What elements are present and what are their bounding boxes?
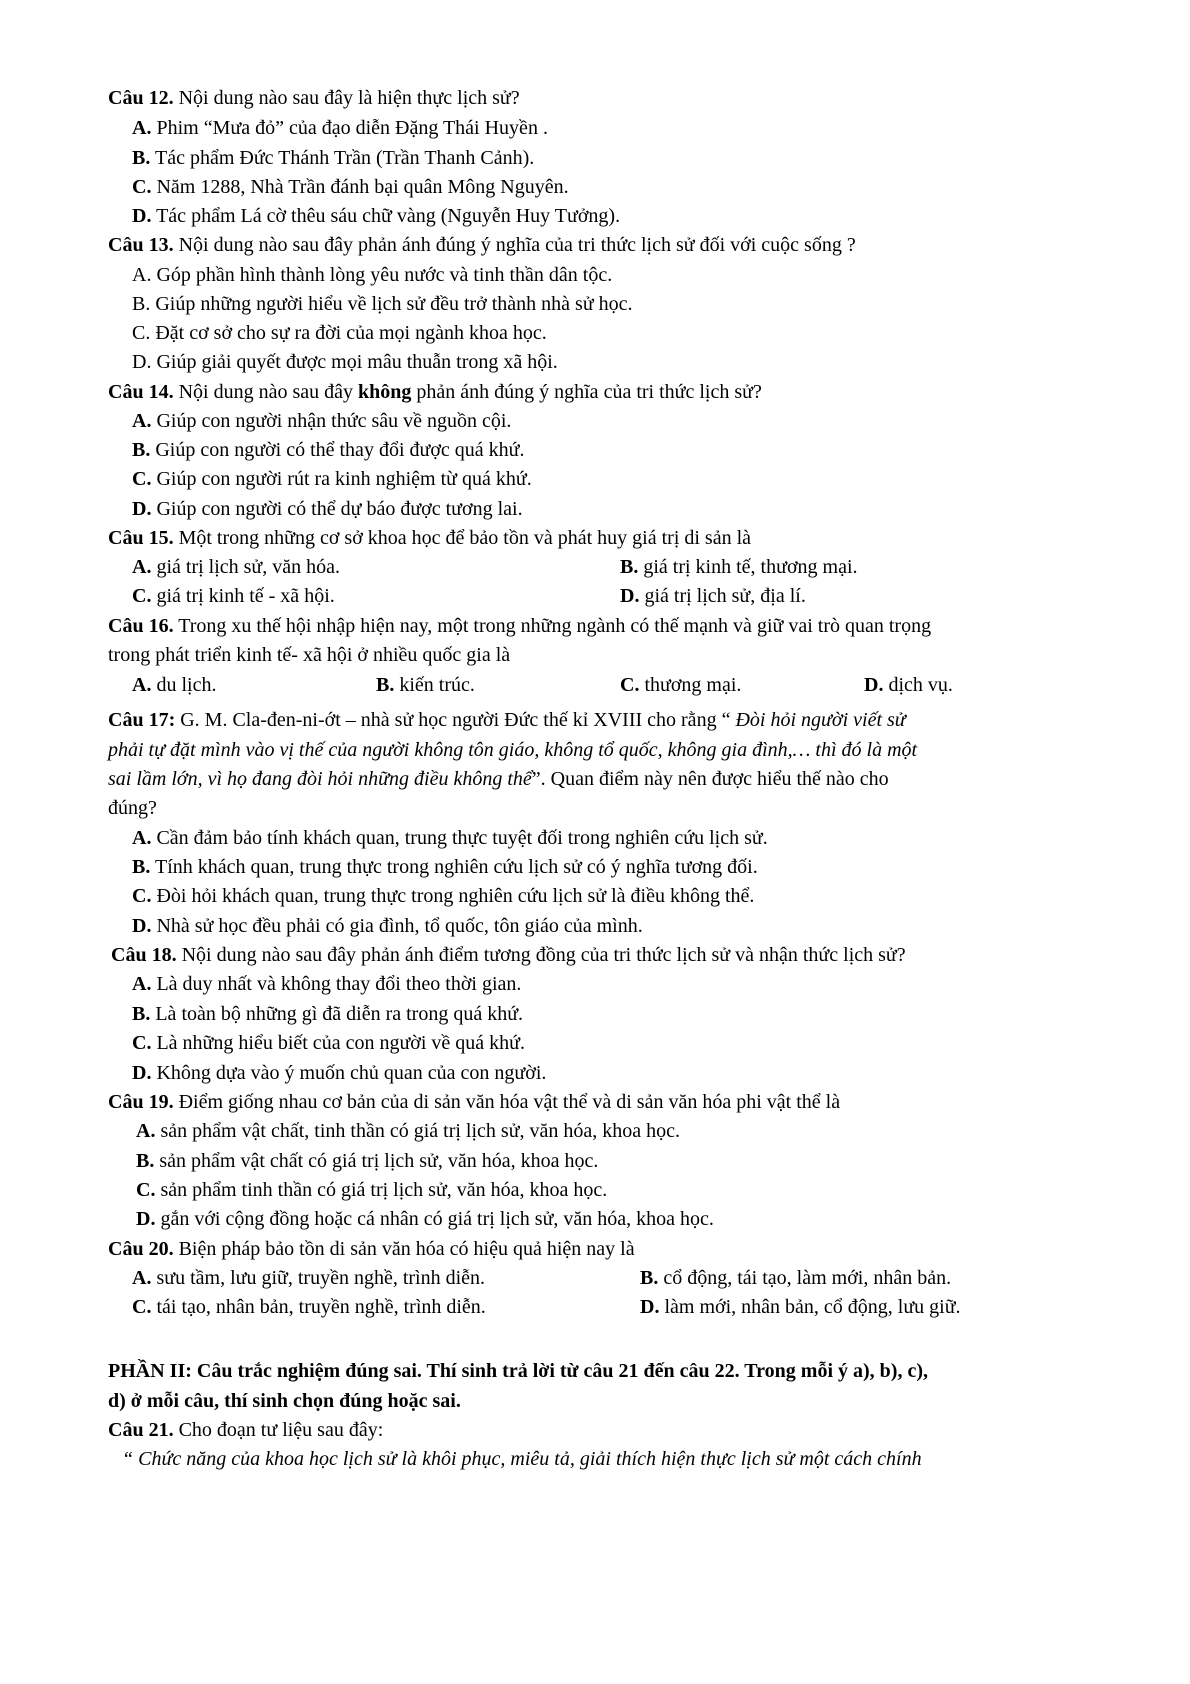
- q17-option-a: [132, 826, 768, 850]
- option-letter: A.: [132, 674, 152, 696]
- q14-option-b: [132, 438, 525, 462]
- question-16-cont: trong phát triển kinh tế- xã hội ở nhiều quốc gia là: [108, 644, 511, 666]
- question-text: Nội dung nào sau đây: [173, 381, 358, 403]
- q12-option-c: [132, 175, 569, 199]
- option-text: Nhà sử học đều phải có gia đình, tổ quốc, tôn giáo của mình.: [151, 915, 643, 937]
- q17-option-d: [132, 914, 643, 938]
- option-letter: B.: [132, 856, 151, 878]
- question-text: Nội dung nào sau đây phản ánh đúng ý nghĩa của tri thức lịch sử đối với cuộc sống ?: [173, 234, 856, 256]
- option-letter: B.: [132, 147, 151, 169]
- q16-option-b: [376, 673, 475, 697]
- quote-text: sai lầm lớn, vì họ đang đòi hỏi những điều không thể: [108, 768, 532, 790]
- question-12: [108, 86, 520, 110]
- q15-option-b: [620, 555, 858, 579]
- quote-text: Đòi hỏi người viết sử: [735, 709, 906, 731]
- question-21: [108, 1418, 383, 1442]
- q18-option-d: [132, 1061, 546, 1085]
- option-letter: B.: [132, 1003, 151, 1025]
- question-label: Câu 20.: [108, 1238, 174, 1260]
- question-17: [108, 708, 906, 732]
- option-text: giá trị lịch sử, địa lí.: [639, 585, 806, 607]
- option-letter: A.: [132, 117, 152, 139]
- option-letter: D.: [132, 205, 152, 227]
- question-text: Một trong những cơ sở khoa học để bảo tồn và phát huy giá trị di sản là: [173, 527, 752, 549]
- option-text: Không dựa vào ý muốn chủ quan của con người.: [151, 1062, 547, 1084]
- option-text: Là những hiểu biết của con người về quá khứ.: [151, 1032, 526, 1054]
- option-text: thương mại.: [639, 674, 742, 696]
- q14-option-d: [132, 497, 523, 521]
- question-13: [108, 233, 856, 257]
- option-letter: A.: [132, 410, 152, 432]
- option-letter: A.: [136, 1120, 156, 1142]
- q19-option-c: [136, 1178, 607, 1202]
- option-text: tái tạo, nhân bản, truyền nghề, trình diễn.: [151, 1296, 486, 1318]
- q18-option-a: [132, 972, 521, 996]
- question-label: Câu 17:: [108, 709, 176, 731]
- question-text: Cho đoạn tư liệu sau đây:: [173, 1419, 384, 1441]
- q14-option-c: [132, 467, 532, 491]
- option-letter: B.: [132, 439, 151, 461]
- q12-option-d: [132, 204, 620, 228]
- question-text: phản ánh đúng ý nghĩa của tri thức lịch sử?: [411, 381, 762, 403]
- option-letter: D.: [620, 585, 640, 607]
- option-letter: C.: [132, 585, 152, 607]
- option-text: giá trị kinh tế - xã hội.: [151, 585, 335, 607]
- option-letter: A.: [132, 827, 152, 849]
- question-label: Câu 21.: [108, 1419, 174, 1441]
- question-label: Câu 12.: [108, 87, 174, 109]
- option-letter: D.: [864, 674, 884, 696]
- question-text: Biện pháp bảo tồn di sản văn hóa có hiệu quả hiện nay là: [173, 1238, 635, 1260]
- q15-option-a: [132, 555, 340, 579]
- option-text: Giúp con người rút ra kinh nghiệm từ quá khứ.: [151, 468, 532, 490]
- option-text: Tác phẩm Đức Thánh Trần (Trần Thanh Cảnh).: [150, 147, 535, 169]
- option-text: giá trị kinh tế, thương mại.: [638, 556, 858, 578]
- q15-option-c: [132, 584, 335, 608]
- q18-option-c: [132, 1031, 525, 1055]
- q19-option-a: [136, 1119, 680, 1143]
- option-letter: B.: [136, 1150, 155, 1172]
- option-text: gắn với cộng đồng hoặc cá nhân có giá trị lịch sử, văn hóa, khoa học.: [155, 1208, 714, 1230]
- option-letter: D.: [132, 498, 152, 520]
- question-14: [108, 380, 762, 404]
- option-letter: C.: [132, 1032, 152, 1054]
- q12-option-b: [132, 146, 534, 170]
- option-text: sản phẩm tinh thần có giá trị lịch sử, văn hóa, khoa học.: [155, 1179, 608, 1201]
- option-text: Năm 1288, Nhà Trần đánh bại quân Mông Nguyên.: [151, 176, 569, 198]
- option-text: sản phẩm vật chất có giá trị lịch sử, văn hóa, khoa học.: [154, 1150, 599, 1172]
- option-text: làm mới, nhân bản, cổ động, lưu giữ.: [659, 1296, 961, 1318]
- option-text: sản phẩm vật chất, tinh thần có giá trị lịch sử, văn hóa, khoa học.: [155, 1120, 681, 1142]
- option-text: kiến trúc.: [394, 674, 475, 696]
- option-letter: B.: [640, 1267, 659, 1289]
- option-letter: B.: [620, 556, 639, 578]
- question-16: [108, 614, 931, 638]
- q20-option-b: [640, 1266, 951, 1290]
- option-text: Phim “Mưa đỏ” của đạo diễn Đặng Thái Huyền .: [151, 117, 548, 139]
- option-letter: D.: [640, 1296, 660, 1318]
- option-letter: C.: [132, 176, 152, 198]
- question-19: [108, 1090, 840, 1114]
- question-17-quote: phải tự đặt mình vào vị thế của người không tôn giáo, không tổ quốc, không gia đình,… thì đó là một: [108, 739, 918, 761]
- question-text: Điểm giống nhau cơ bản của di sản văn hóa vật thể và di sản văn hóa phi vật thể là: [173, 1091, 841, 1113]
- option-text: Đòi hỏi khách quan, trung thực trong nghiên cứu lịch sử là điều không thể.: [151, 885, 755, 907]
- q18-option-b: [132, 1002, 523, 1026]
- option-letter: D.: [132, 915, 152, 937]
- q20-option-a: [132, 1266, 485, 1290]
- question-17-cont: [108, 767, 889, 791]
- question-18: [111, 943, 906, 967]
- option-text: dịch vụ.: [883, 674, 953, 696]
- q17-option-c: [132, 884, 754, 908]
- q15-option-d: [620, 584, 806, 608]
- option-text: Là duy nhất và không thay đổi theo thời gian.: [151, 973, 522, 995]
- q21-source-quote: “ Chức năng của khoa học lịch sử là khôi phục, miêu tả, giải thích hiện thực lịch sử một cách chính: [122, 1448, 922, 1470]
- option-letter: A.: [132, 556, 152, 578]
- q20-option-c: [132, 1295, 486, 1319]
- option-text: Giúp con người có thể thay đổi được quá khứ.: [150, 439, 525, 461]
- q13-option-d: D. Giúp giải quyết được mọi mâu thuẫn trong xã hội.: [132, 351, 558, 373]
- option-letter: D.: [136, 1208, 156, 1230]
- q13-option-a: A. Góp phần hình thành lòng yêu nước và tinh thần dân tộc.: [132, 264, 613, 286]
- option-text: sưu tầm, lưu giữ, truyền nghề, trình diễn.: [151, 1267, 486, 1289]
- option-letter: D.: [132, 1062, 152, 1084]
- q16-option-d: [864, 673, 953, 697]
- question-20: [108, 1237, 635, 1261]
- question-label: Câu 18.: [111, 944, 177, 966]
- question-17-end: đúng?: [108, 797, 157, 819]
- question-emphasis: không: [358, 381, 412, 403]
- question-text: Trong xu thế hội nhập hiện nay, một trong những ngành có thế mạnh và giữ vai trò quan trọng: [173, 615, 932, 637]
- option-text: Tính khách quan, trung thực trong nghiên cứu lịch sử có ý nghĩa tương đối.: [150, 856, 758, 878]
- option-text: Tác phẩm Lá cờ thêu sáu chữ vàng (Nguyễn Huy Tưởng).: [151, 205, 621, 227]
- q19-option-d: [136, 1207, 714, 1231]
- question-text: ”. Quan điểm này nên được hiểu thế nào cho: [531, 768, 889, 790]
- question-15: [108, 526, 751, 550]
- option-letter: C.: [132, 885, 152, 907]
- q14-option-a: [132, 409, 511, 433]
- part-2-heading: PHẦN II: Câu trắc nghiệm đúng sai. Thí sinh trả lời từ câu 21 đến câu 22. Trong mỗi ý a), b), c),: [108, 1360, 928, 1382]
- option-text: du lịch.: [151, 674, 217, 696]
- option-letter: C.: [136, 1179, 156, 1201]
- option-letter: C.: [620, 674, 640, 696]
- option-letter: A.: [132, 1267, 152, 1289]
- q13-option-c: C. Đặt cơ sở cho sự ra đời của mọi ngành khoa học.: [132, 322, 547, 344]
- q20-option-d: [640, 1295, 961, 1319]
- part-2-heading-cont: d) ở mỗi câu, thí sinh chọn đúng hoặc sai.: [108, 1390, 461, 1412]
- question-text: G. M. Cla-đen-ni-ớt – nhà sử học người Đức thế kỉ XVIII cho rằng “: [175, 709, 736, 731]
- question-text: Nội dung nào sau đây phản ánh điểm tương đồng của tri thức lịch sử và nhận thức lịch sử?: [176, 944, 906, 966]
- question-label: Câu 16.: [108, 615, 174, 637]
- question-label: Câu 19.: [108, 1091, 174, 1113]
- option-text: Giúp con người nhận thức sâu về nguồn cội.: [151, 410, 512, 432]
- question-text: Nội dung nào sau đây là hiện thực lịch sử?: [173, 87, 520, 109]
- q19-option-b: [136, 1149, 598, 1173]
- q13-option-b: B. Giúp những người hiểu về lịch sử đều trở thành nhà sử học.: [132, 293, 633, 315]
- q17-option-b: [132, 855, 758, 879]
- q12-option-a: [132, 116, 548, 140]
- option-letter: A.: [132, 973, 152, 995]
- option-text: cổ động, tái tạo, làm mới, nhân bản.: [658, 1267, 952, 1289]
- option-letter: C.: [132, 468, 152, 490]
- q16-option-a: [132, 673, 216, 697]
- option-letter: C.: [132, 1296, 152, 1318]
- question-label: Câu 14.: [108, 381, 174, 403]
- question-label: Câu 13.: [108, 234, 174, 256]
- option-text: Giúp con người có thể dự báo được tương lai.: [151, 498, 523, 520]
- option-text: giá trị lịch sử, văn hóa.: [151, 556, 341, 578]
- question-label: Câu 15.: [108, 527, 174, 549]
- option-text: Cần đảm bảo tính khách quan, trung thực tuyệt đối trong nghiên cứu lịch sử.: [151, 827, 768, 849]
- option-text: Là toàn bộ những gì đã diễn ra trong quá khứ.: [150, 1003, 524, 1025]
- q16-option-c: [620, 673, 741, 697]
- option-letter: B.: [376, 674, 395, 696]
